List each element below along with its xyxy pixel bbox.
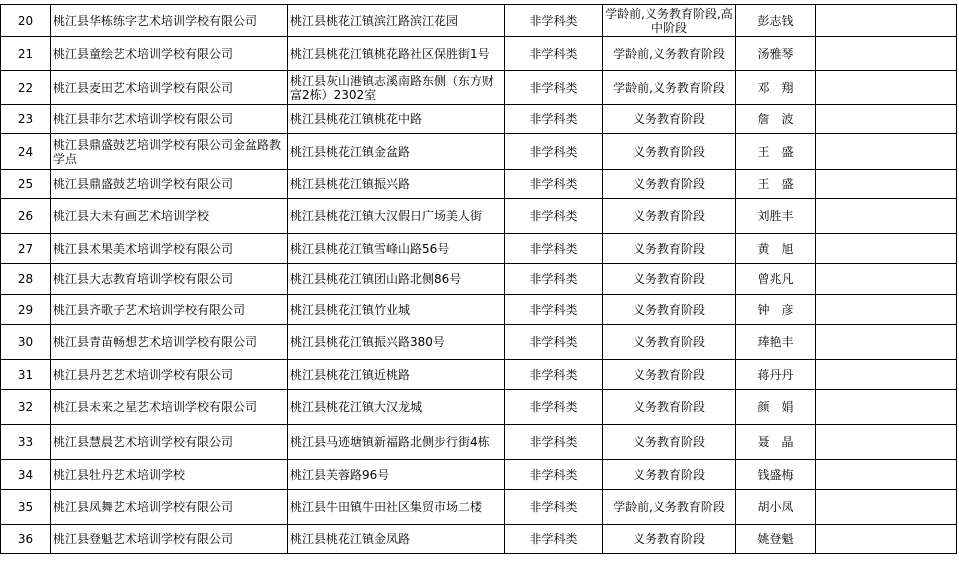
empty-cell[interactable] xyxy=(816,37,957,71)
school-address[interactable]: 桃江县桃花江镇桃花路社区保胜街1号 xyxy=(288,37,505,71)
table-row xyxy=(1,264,957,295)
education-stage[interactable]: 义务教育阶段 xyxy=(603,264,736,295)
legal-representative[interactable]: 颜 娟 xyxy=(736,390,816,425)
row-number[interactable]: 30 xyxy=(1,325,51,360)
row-number[interactable]: 35 xyxy=(1,490,51,525)
school-name[interactable]: 桃江县未来之星艺术培训学校有限公司 xyxy=(51,390,288,425)
education-stage[interactable]: 义务教育阶段 xyxy=(603,234,736,264)
school-address[interactable]: 桃江县马迹塘镇新福路北侧步行街4栋 xyxy=(288,425,505,460)
education-stage[interactable]: 义务教育阶段 xyxy=(603,460,736,490)
legal-representative[interactable]: 蒋丹丹 xyxy=(736,360,816,390)
legal-representative[interactable]: 胡小凤 xyxy=(736,490,816,525)
education-stage[interactable]: 义务教育阶段 xyxy=(603,360,736,390)
category[interactable]: 非学科类 xyxy=(505,170,603,199)
row-number[interactable]: 20 xyxy=(1,5,51,37)
row-number[interactable]: 26 xyxy=(1,199,51,234)
legal-representative[interactable]: 詹 波 xyxy=(736,105,816,134)
education-stage[interactable]: 义务教育阶段 xyxy=(603,295,736,325)
table-row xyxy=(1,5,957,37)
education-stage[interactable]: 学龄前,义务教育阶段,高中阶段 xyxy=(603,5,736,37)
school-address[interactable]: 桃江县桃花江镇桃花中路 xyxy=(288,105,505,134)
row-number[interactable]: 33 xyxy=(1,425,51,460)
category[interactable]: 非学科类 xyxy=(505,134,603,170)
row-number[interactable]: 22 xyxy=(1,71,51,105)
education-stage[interactable]: 义务教育阶段 xyxy=(603,325,736,360)
table-row xyxy=(1,525,957,554)
table-row xyxy=(1,199,957,234)
empty-cell[interactable] xyxy=(816,264,957,295)
empty-cell[interactable] xyxy=(816,390,957,425)
empty-cell[interactable] xyxy=(816,425,957,460)
legal-representative[interactable]: 汤雅琴 xyxy=(736,37,816,71)
category[interactable]: 非学科类 xyxy=(505,390,603,425)
table-row xyxy=(1,37,957,71)
row-number[interactable]: 24 xyxy=(1,134,51,170)
empty-cell[interactable] xyxy=(816,199,957,234)
table-body xyxy=(1,5,957,554)
category[interactable]: 非学科类 xyxy=(505,325,603,360)
school-address[interactable]: 桃江县桃花江镇雪峰山路56号 xyxy=(288,234,505,264)
empty-cell[interactable] xyxy=(816,105,957,134)
school-address[interactable]: 桃江县桃花江镇近桃路 xyxy=(288,360,505,390)
table-row xyxy=(1,490,957,525)
school-name[interactable]: 桃江县齐歌子艺术培训学校有限公司 xyxy=(51,295,288,325)
school-name[interactable]: 桃江县大未有画艺术培训学校 xyxy=(51,199,288,234)
row-number[interactable]: 32 xyxy=(1,390,51,425)
row-number[interactable]: 21 xyxy=(1,37,51,71)
school-address[interactable]: 桃江县桃花江镇振兴路 xyxy=(288,170,505,199)
legal-representative[interactable]: 曾兆凡 xyxy=(736,264,816,295)
legal-representative[interactable]: 黄 旭 xyxy=(736,234,816,264)
legal-representative[interactable]: 王 盛 xyxy=(736,170,816,199)
category[interactable]: 非学科类 xyxy=(505,295,603,325)
table-row xyxy=(1,234,957,264)
legal-representative[interactable]: 琫艳丰 xyxy=(736,325,816,360)
legal-representative[interactable]: 刘胜丰 xyxy=(736,199,816,234)
school-address[interactable]: 桃江县牛田镇牛田社区集贸市场二楼 xyxy=(288,490,505,525)
education-stage[interactable]: 义务教育阶段 xyxy=(603,170,736,199)
school-address[interactable]: 桃江县桃花江镇振兴路380号 xyxy=(288,325,505,360)
category[interactable]: 非学科类 xyxy=(505,490,603,525)
category[interactable]: 非学科类 xyxy=(505,360,603,390)
empty-cell[interactable] xyxy=(816,460,957,490)
sheet-bottom-edge xyxy=(0,575,959,581)
empty-cell[interactable] xyxy=(816,170,957,199)
category[interactable]: 非学科类 xyxy=(505,37,603,71)
table-row xyxy=(1,71,957,105)
row-number[interactable]: 23 xyxy=(1,105,51,134)
category[interactable]: 非学科类 xyxy=(505,105,603,134)
school-address[interactable]: 桃江县芙蓉路96号 xyxy=(288,460,505,490)
row-number[interactable]: 25 xyxy=(1,170,51,199)
legal-representative[interactable]: 邓 翔 xyxy=(736,71,816,105)
education-stage[interactable]: 义务教育阶段 xyxy=(603,525,736,554)
school-name[interactable]: 桃江县华栋练字艺术培训学校有限公司 xyxy=(51,5,288,37)
empty-cell[interactable] xyxy=(816,360,957,390)
education-stage[interactable]: 义务教育阶段 xyxy=(603,425,736,460)
school-list-table xyxy=(0,4,957,554)
row-number[interactable]: 36 xyxy=(1,525,51,554)
row-number[interactable]: 29 xyxy=(1,295,51,325)
empty-cell[interactable] xyxy=(816,134,957,170)
school-address[interactable]: 桃江县灰山港镇志溪南路东侧（东方财富2栋）2302室 xyxy=(288,71,505,105)
category[interactable]: 非学科类 xyxy=(505,71,603,105)
legal-representative[interactable]: 姚登魁 xyxy=(736,525,816,554)
row-number[interactable]: 31 xyxy=(1,360,51,390)
empty-cell[interactable] xyxy=(816,295,957,325)
legal-representative[interactable]: 钟 彦 xyxy=(736,295,816,325)
education-stage[interactable]: 义务教育阶段 xyxy=(603,390,736,425)
school-address[interactable]: 桃江县桃花江镇滨江路滨江花园 xyxy=(288,5,505,37)
category[interactable]: 非学科类 xyxy=(505,460,603,490)
table-row xyxy=(1,425,957,460)
table-row xyxy=(1,134,957,170)
table-row xyxy=(1,170,957,199)
category[interactable]: 非学科类 xyxy=(505,5,603,37)
school-name[interactable]: 桃江县丹艺艺术培训学校有限公司 xyxy=(51,360,288,390)
school-name[interactable]: 桃江县菲尔艺术培训学校有限公司 xyxy=(51,105,288,134)
school-address[interactable]: 桃江县桃花江镇团山路北侧86号 xyxy=(288,264,505,295)
school-address[interactable]: 桃江县桃花江镇竹业城 xyxy=(288,295,505,325)
category[interactable]: 非学科类 xyxy=(505,525,603,554)
row-number[interactable]: 28 xyxy=(1,264,51,295)
table-row xyxy=(1,325,957,360)
empty-cell[interactable] xyxy=(816,234,957,264)
school-name[interactable]: 桃江县青苗畅想艺术培训学校有限公司 xyxy=(51,325,288,360)
empty-cell[interactable] xyxy=(816,5,957,37)
school-name[interactable]: 桃江县鼎盛鼓艺培训学校有限公司 xyxy=(51,170,288,199)
education-stage[interactable]: 义务教育阶段 xyxy=(603,134,736,170)
school-address[interactable]: 桃江县桃花江镇金盆路 xyxy=(288,134,505,170)
legal-representative[interactable]: 聂 晶 xyxy=(736,425,816,460)
legal-representative[interactable]: 钱盛梅 xyxy=(736,460,816,490)
category[interactable]: 非学科类 xyxy=(505,425,603,460)
category[interactable]: 非学科类 xyxy=(505,234,603,264)
school-address[interactable]: 桃江县桃花江镇金凤路 xyxy=(288,525,505,554)
empty-cell[interactable] xyxy=(816,325,957,360)
table-row xyxy=(1,105,957,134)
table-row xyxy=(1,460,957,490)
education-stage[interactable]: 学龄前,义务教育阶段 xyxy=(603,37,736,71)
school-name[interactable]: 桃江县童绘艺术培训学校有限公司 xyxy=(51,37,288,71)
school-address[interactable]: 桃江县桃花江镇大汉假日广场美人街 xyxy=(288,199,505,234)
education-stage[interactable]: 义务教育阶段 xyxy=(603,199,736,234)
school-name[interactable]: 桃江县登魁艺术培训学校有限公司 xyxy=(51,525,288,554)
empty-cell[interactable] xyxy=(816,525,957,554)
legal-representative[interactable]: 王 盛 xyxy=(736,134,816,170)
school-name[interactable]: 桃江县慧晨艺术培训学校有限公司 xyxy=(51,425,288,460)
category[interactable]: 非学科类 xyxy=(505,264,603,295)
empty-cell[interactable] xyxy=(816,490,957,525)
school-name[interactable]: 桃江县鼎盛鼓艺培训学校有限公司金盆路教学点 xyxy=(51,134,288,170)
legal-representative[interactable]: 彭志钱 xyxy=(736,5,816,37)
category[interactable]: 非学科类 xyxy=(505,199,603,234)
school-name[interactable]: 桃江县术果美术培训学校有限公司 xyxy=(51,234,288,264)
table-row xyxy=(1,295,957,325)
education-stage[interactable]: 学龄前,义务教育阶段 xyxy=(603,490,736,525)
school-name[interactable]: 桃江县牡丹艺术培训学校 xyxy=(51,460,288,490)
school-name[interactable]: 桃江县大志教育培训学校有限公司 xyxy=(51,264,288,295)
table-row xyxy=(1,390,957,425)
school-name[interactable]: 桃江县凤舞艺术培训学校有限公司 xyxy=(51,490,288,525)
empty-cell[interactable] xyxy=(816,71,957,105)
school-name[interactable]: 桃江县麦田艺术培训学校有限公司 xyxy=(51,71,288,105)
education-stage[interactable]: 义务教育阶段 xyxy=(603,105,736,134)
table-row xyxy=(1,360,957,390)
school-address[interactable]: 桃江县桃花江镇大汉龙城 xyxy=(288,390,505,425)
education-stage[interactable]: 学龄前,义务教育阶段 xyxy=(603,71,736,105)
row-number[interactable]: 34 xyxy=(1,460,51,490)
row-number[interactable]: 27 xyxy=(1,234,51,264)
